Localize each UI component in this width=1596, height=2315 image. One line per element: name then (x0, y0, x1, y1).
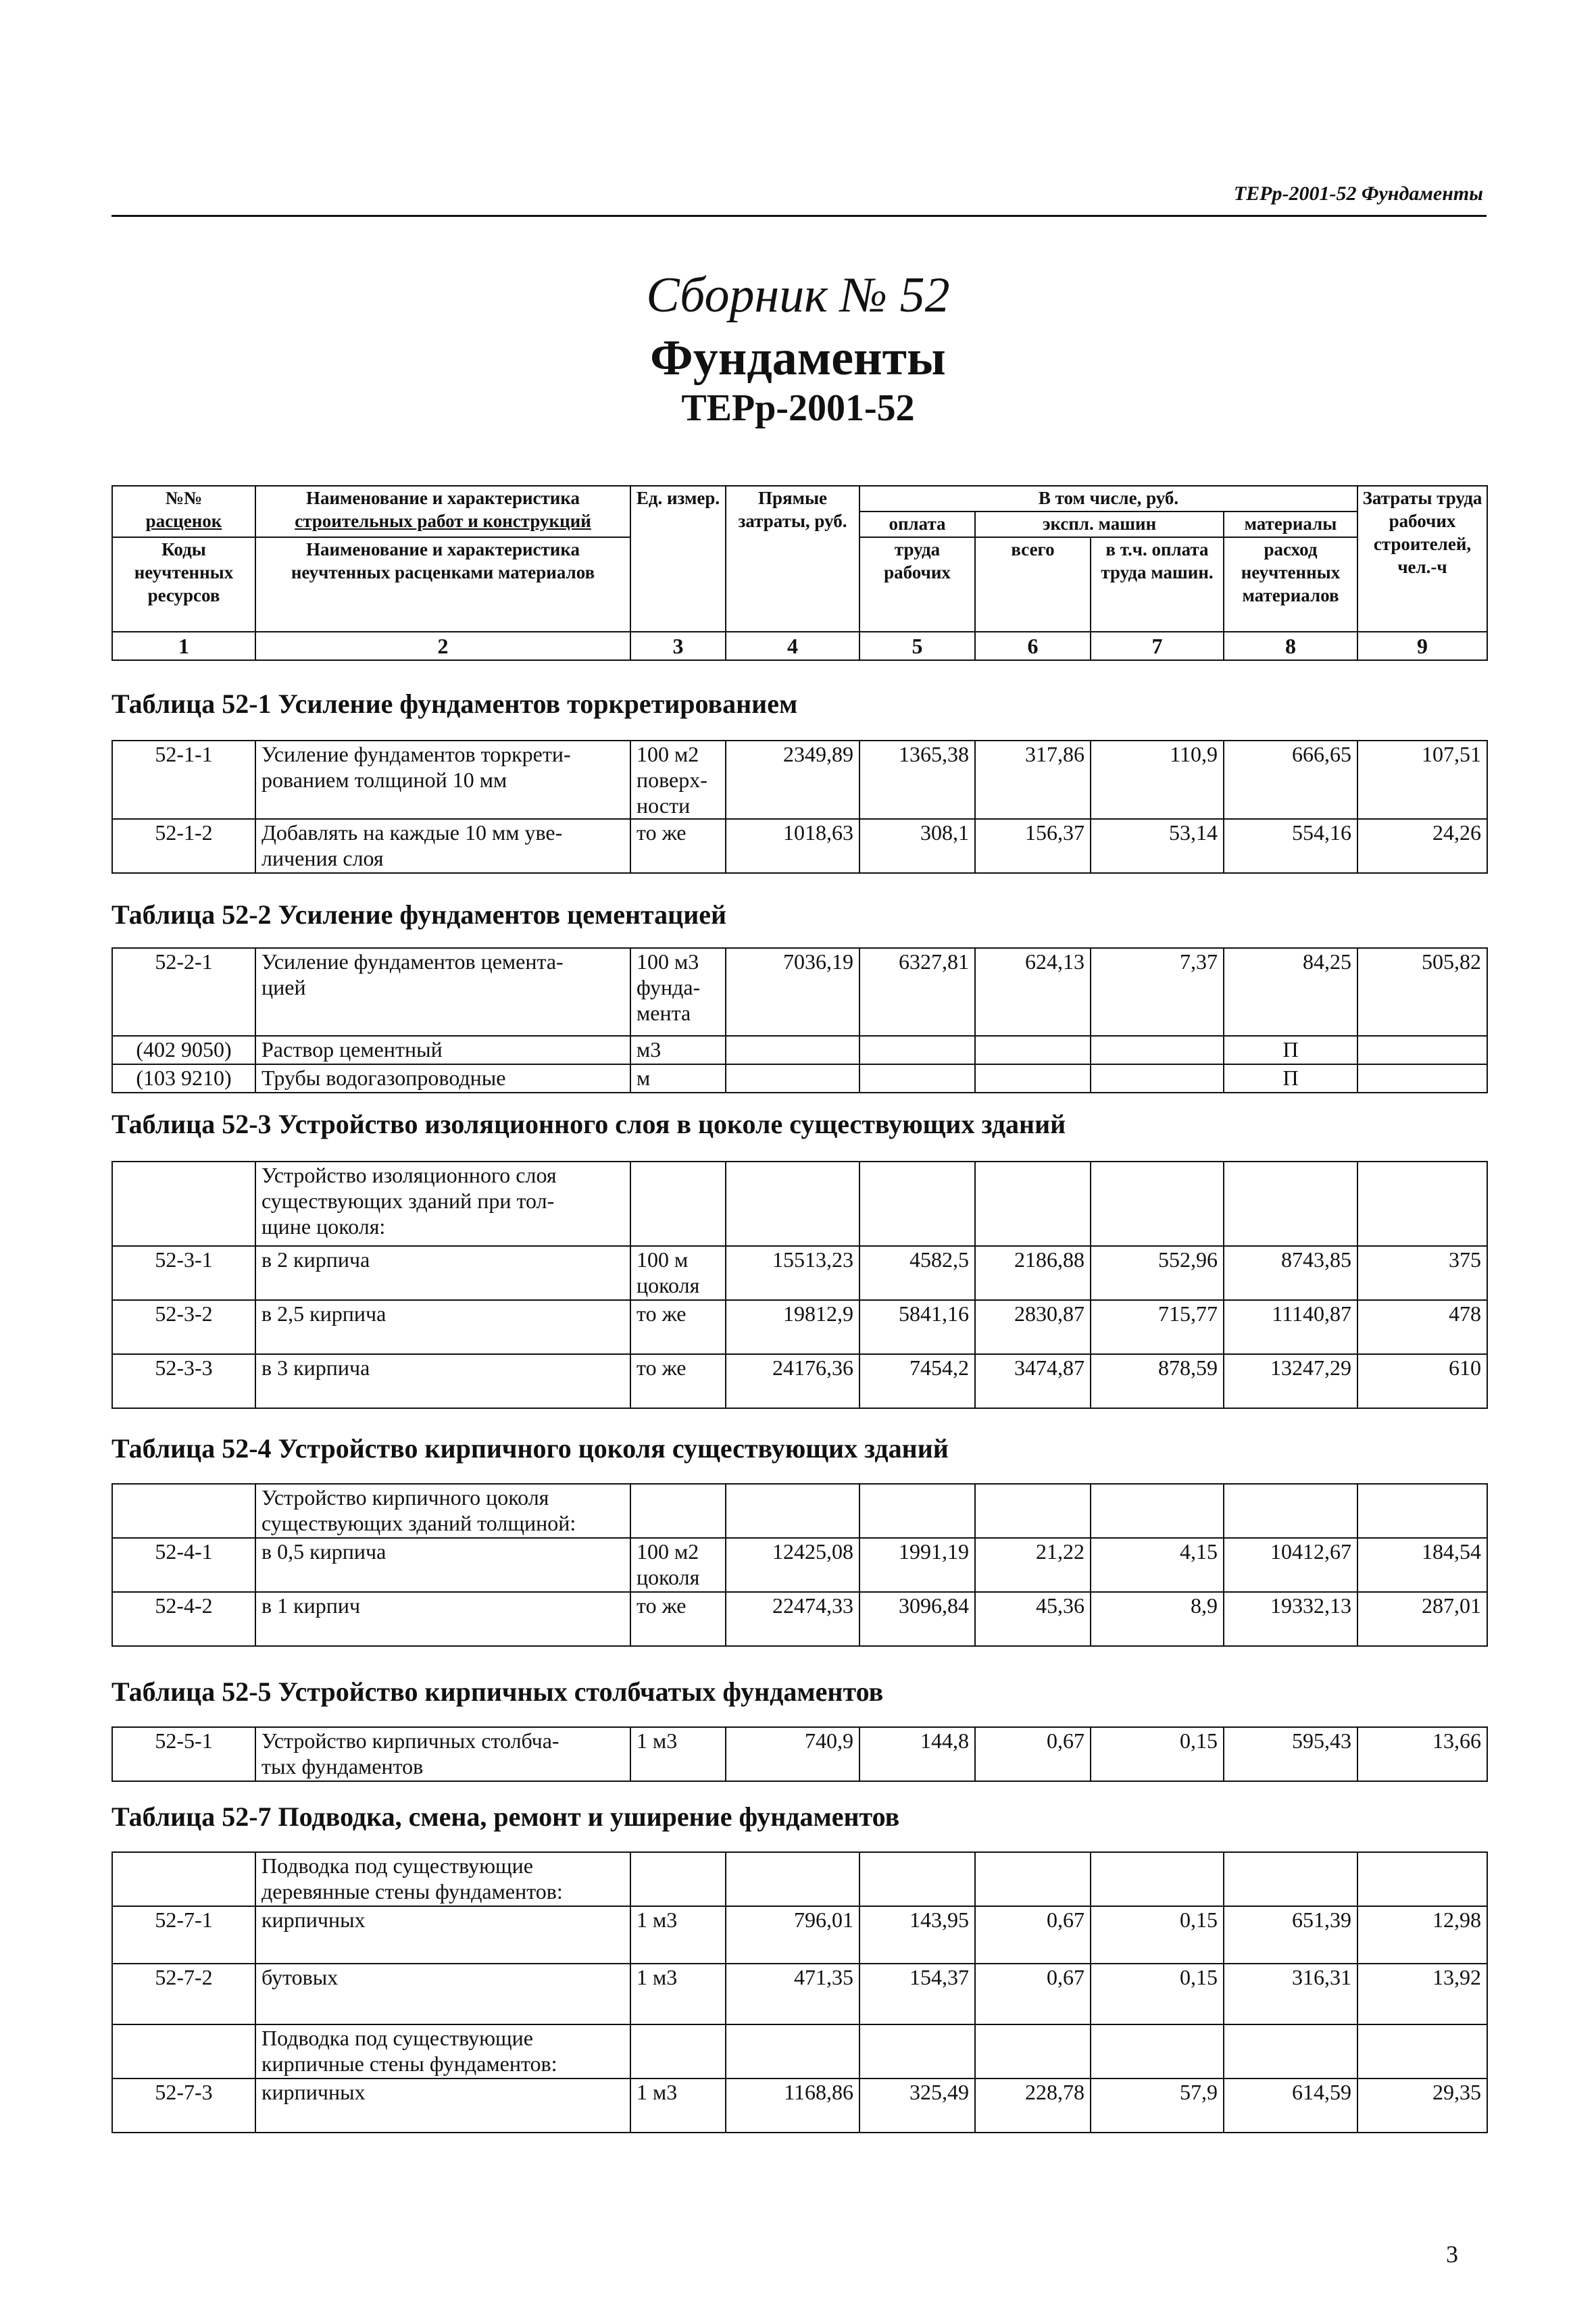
header-code: №№ расценок (112, 486, 255, 537)
labor-hours-cell: 13,92 (1357, 1964, 1487, 2024)
unit-of-measure-cell (630, 1852, 726, 1906)
machines-labor-cell: 57,9 (1091, 2078, 1224, 2133)
direct-costs-cell: 740,9 (726, 1727, 859, 1781)
rate-code-cell: 52-4-2 (112, 1592, 255, 1646)
header-labor-pay: оплата (859, 512, 975, 537)
materials-cell: П (1224, 1036, 1357, 1064)
rate-table (111, 1726, 1488, 1782)
materials-cell: 595,43 (1224, 1727, 1357, 1781)
labor-pay-cell (859, 1852, 975, 1906)
running-head: ТЕРр-2001-52 Фундаменты (1233, 182, 1483, 205)
collection-subject: Фундаменты (650, 330, 946, 386)
direct-costs-cell: 1168,86 (726, 2078, 859, 2133)
header-machines-labor: в т.ч. оплата труда машин. (1091, 537, 1224, 632)
column-number: 3 (630, 632, 726, 660)
materials-cell (1224, 1162, 1357, 1246)
column-number: 9 (1357, 632, 1487, 660)
labor-hours-cell: 13,66 (1357, 1727, 1487, 1781)
labor-hours-cell (1357, 2024, 1487, 2078)
table-caption: Таблица 52-4 Устройство кирпичного цоколя существующих зданий (111, 1433, 949, 1464)
rate-code-cell (112, 1484, 255, 1538)
materials-cell: 13247,29 (1224, 1354, 1357, 1408)
labor-pay-cell: 143,95 (859, 1906, 975, 1964)
rate-table (111, 740, 1488, 874)
column-number: 7 (1091, 632, 1224, 660)
column-number: 4 (726, 632, 859, 660)
table-caption: Таблица 52-3 Устройство изоляционного слоя в цоколе существующих зданий (111, 1109, 1066, 1139)
rate-code-cell: 52-5-1 (112, 1727, 255, 1781)
unit-of-measure-cell: м (630, 1064, 726, 1093)
page-number: 3 (1446, 2241, 1458, 2268)
rate-code-cell: 52-1-2 (112, 819, 255, 873)
direct-costs-cell: 22474,33 (726, 1592, 859, 1646)
direct-costs-cell (726, 2024, 859, 2078)
labor-pay-cell: 325,49 (859, 2078, 975, 2133)
machines-total-cell: 228,78 (975, 2078, 1091, 2133)
materials-cell (1224, 1852, 1357, 1906)
materials-cell: 84,25 (1224, 948, 1357, 1036)
work-name-cell: Подводка под существующие деревянные стены фундаментов: (255, 1852, 630, 1906)
direct-costs-cell: 1018,63 (726, 819, 859, 873)
header-machines-total: всего (975, 537, 1091, 632)
labor-hours-cell: 478 (1357, 1300, 1487, 1354)
table-row (112, 1246, 1487, 1300)
materials-cell (1224, 2024, 1357, 2078)
rate-code-cell: 52-7-3 (112, 2078, 255, 2133)
machines-total-cell (975, 1064, 1091, 1093)
unit-of-measure-cell: 100 м3 фунда- мента (630, 948, 726, 1036)
labor-hours-cell: 505,82 (1357, 948, 1487, 1036)
header-labor-pay-workers: труда рабочих (859, 537, 975, 632)
work-name-cell: Усиление фундаментов торкрети- рованием толщиной 10 мм (255, 741, 630, 819)
table-row (112, 1538, 1487, 1592)
direct-costs-cell: 19812,9 (726, 1300, 859, 1354)
unit-of-measure-cell (630, 1162, 726, 1246)
column-number: 2 (255, 632, 630, 660)
rate-code-cell: 52-4-1 (112, 1538, 255, 1592)
direct-costs-cell: 24176,36 (726, 1354, 859, 1408)
rate-code-cell: 52-2-1 (112, 948, 255, 1036)
materials-cell: П (1224, 1064, 1357, 1093)
header-name: Наименование и характеристика строительных работ и конструкций (255, 486, 630, 537)
labor-hours-cell: 610 (1357, 1354, 1487, 1408)
work-name-cell: в 0,5 кирпича (255, 1538, 630, 1592)
machines-labor-cell: 4,15 (1091, 1538, 1224, 1592)
unit-of-measure-cell: то же (630, 1592, 726, 1646)
machines-total-cell: 624,13 (975, 948, 1091, 1036)
header-materials-usage: расход неучтенных материалов (1224, 537, 1357, 632)
table-row (112, 1064, 1487, 1093)
collection-code: ТЕРр-2001-52 (681, 387, 915, 429)
header-materials: материалы (1224, 512, 1357, 537)
labor-hours-cell (1357, 1064, 1487, 1093)
labor-hours-cell: 24,26 (1357, 819, 1487, 873)
rate-code-cell (112, 1852, 255, 1906)
table-caption: Таблица 52-2 Усиление фундаментов цементацией (111, 899, 727, 930)
labor-pay-cell: 5841,16 (859, 1300, 975, 1354)
machines-total-cell: 3474,87 (975, 1354, 1091, 1408)
table-row (112, 1727, 1487, 1781)
table-row (112, 1354, 1487, 1408)
labor-pay-cell: 154,37 (859, 1964, 975, 2024)
labor-hours-cell: 287,01 (1357, 1592, 1487, 1646)
materials-cell: 666,65 (1224, 741, 1357, 819)
labor-hours-cell: 107,51 (1357, 741, 1487, 819)
machines-total-cell (975, 1484, 1091, 1538)
work-name-cell: Устройство кирпичных столбча- тых фундаментов (255, 1727, 630, 1781)
labor-pay-cell (859, 1162, 975, 1246)
labor-hours-cell: 29,35 (1357, 2078, 1487, 2133)
work-name-cell: Трубы водогазопроводные (255, 1064, 630, 1093)
unit-of-measure-cell: 1 м3 (630, 2078, 726, 2133)
header-material-names: Наименование и характеристика неучтенных расценками материалов (255, 537, 630, 632)
materials-cell: 8743,85 (1224, 1246, 1357, 1300)
machines-total-cell (975, 1036, 1091, 1064)
direct-costs-cell (726, 1162, 859, 1246)
rate-table (111, 1161, 1488, 1409)
table-row (112, 819, 1487, 873)
labor-hours-cell: 184,54 (1357, 1538, 1487, 1592)
work-name-cell: в 2,5 кирпича (255, 1300, 630, 1354)
labor-pay-cell: 1365,38 (859, 741, 975, 819)
table-row (112, 1592, 1487, 1646)
unit-of-measure-cell: 100 м2 цоколя (630, 1538, 726, 1592)
table-row (112, 741, 1487, 819)
collection-title: Сборник № 52 (646, 268, 950, 323)
header-labor-hours: Затраты труда рабочих строителей, чел.-ч (1357, 486, 1487, 632)
work-name-cell: в 2 кирпича (255, 1246, 630, 1300)
labor-hours-cell (1357, 1162, 1487, 1246)
work-name-cell: Раствор цементный (255, 1036, 630, 1064)
header-direct-costs: Прямые затраты, руб. (726, 486, 859, 632)
rate-code-cell: 52-3-2 (112, 1300, 255, 1354)
unit-of-measure-cell: 1 м3 (630, 1964, 726, 2024)
work-name-cell: Устройство изоляционного слоя существующих зданий при тол- щине цоколя: (255, 1162, 630, 1246)
direct-costs-cell (726, 1852, 859, 1906)
materials-cell (1224, 1484, 1357, 1538)
direct-costs-cell (726, 1484, 859, 1538)
rate-code-cell: 52-3-3 (112, 1354, 255, 1408)
labor-pay-cell: 1991,19 (859, 1538, 975, 1592)
materials-cell: 316,31 (1224, 1964, 1357, 2024)
table-row (112, 1300, 1487, 1354)
machines-labor-cell: 878,59 (1091, 1354, 1224, 1408)
header-rule (111, 215, 1487, 217)
materials-cell: 554,16 (1224, 819, 1357, 873)
table-row (112, 2024, 1487, 2078)
rate-code-cell: 52-7-1 (112, 1906, 255, 1964)
table-row (112, 1964, 1487, 2024)
machines-total-cell: 0,67 (975, 1906, 1091, 1964)
labor-hours-cell (1357, 1852, 1487, 1906)
labor-pay-cell: 308,1 (859, 819, 975, 873)
work-name-cell: бутовых (255, 1964, 630, 2024)
machines-total-cell: 156,37 (975, 819, 1091, 873)
labor-pay-cell (859, 1036, 975, 1064)
machines-labor-cell: 0,15 (1091, 1906, 1224, 1964)
machines-total-cell: 317,86 (975, 741, 1091, 819)
machines-total-cell: 0,67 (975, 1964, 1091, 2024)
rate-code-cell: 52-7-2 (112, 1964, 255, 2024)
unit-of-measure-cell: 100 м2 поверх- ности (630, 741, 726, 819)
machines-total-cell (975, 2024, 1091, 2078)
table-row (112, 1484, 1487, 1538)
labor-pay-cell: 3096,84 (859, 1592, 975, 1646)
machines-total-cell: 21,22 (975, 1538, 1091, 1592)
machines-labor-cell: 0,15 (1091, 1727, 1224, 1781)
table-row (112, 2078, 1487, 2133)
header-resource-codes: Коды неучтенных ресурсов (112, 537, 255, 632)
machines-total-cell: 2830,87 (975, 1300, 1091, 1354)
rate-code-cell: (402 9050) (112, 1036, 255, 1064)
direct-costs-cell: 12425,08 (726, 1538, 859, 1592)
direct-costs-cell (726, 1064, 859, 1093)
rate-table (111, 1483, 1488, 1647)
table-row (112, 1162, 1487, 1246)
machines-total-cell (975, 1852, 1091, 1906)
unit-of-measure-cell: то же (630, 1300, 726, 1354)
rate-code-cell: (103 9210) (112, 1064, 255, 1093)
materials-cell: 651,39 (1224, 1906, 1357, 1964)
machines-labor-cell: 53,14 (1091, 819, 1224, 873)
machines-labor-cell (1091, 1036, 1224, 1064)
work-name-cell: кирпичных (255, 2078, 630, 2133)
rate-table (111, 947, 1488, 1093)
machines-labor-cell (1091, 2024, 1224, 2078)
machines-labor-cell (1091, 1162, 1224, 1246)
machines-labor-cell: 7,37 (1091, 948, 1224, 1036)
header-machines: экспл. машин (975, 512, 1224, 537)
machines-labor-cell: 715,77 (1091, 1300, 1224, 1354)
unit-of-measure-cell (630, 1484, 726, 1538)
rate-code-cell (112, 1162, 255, 1246)
machines-labor-cell (1091, 1064, 1224, 1093)
labor-pay-cell (859, 2024, 975, 2078)
direct-costs-cell: 7036,19 (726, 948, 859, 1036)
rate-table (111, 1851, 1488, 2133)
materials-cell: 19332,13 (1224, 1592, 1357, 1646)
direct-costs-cell (726, 1036, 859, 1064)
labor-hours-cell: 12,98 (1357, 1906, 1487, 1964)
table-caption: Таблица 52-5 Устройство кирпичных столбчатых фундаментов (111, 1676, 884, 1707)
rate-code-cell: 52-3-1 (112, 1246, 255, 1300)
unit-of-measure-cell: 1 м3 (630, 1906, 726, 1964)
labor-hours-cell (1357, 1484, 1487, 1538)
labor-hours-cell (1357, 1036, 1487, 1064)
labor-pay-cell: 7454,2 (859, 1354, 975, 1408)
machines-labor-cell (1091, 1484, 1224, 1538)
materials-cell: 11140,87 (1224, 1300, 1357, 1354)
machines-labor-cell: 552,96 (1091, 1246, 1224, 1300)
unit-of-measure-cell: то же (630, 819, 726, 873)
labor-hours-cell: 375 (1357, 1246, 1487, 1300)
work-name-cell: Устройство кирпичного цоколя существующих зданий толщиной: (255, 1484, 630, 1538)
unit-of-measure-cell: 1 м3 (630, 1727, 726, 1781)
labor-pay-cell: 6327,81 (859, 948, 975, 1036)
direct-costs-cell: 2349,89 (726, 741, 859, 819)
unit-of-measure-cell: 100 м цоколя (630, 1246, 726, 1300)
table-row (112, 948, 1487, 1036)
table-caption: Таблица 52-7 Подводка, смена, ремонт и уширение фундаментов (111, 1801, 900, 1832)
rate-code-cell: 52-1-1 (112, 741, 255, 819)
machines-labor-cell: 0,15 (1091, 1964, 1224, 2024)
unit-of-measure-cell: м3 (630, 1036, 726, 1064)
materials-cell: 614,59 (1224, 2078, 1357, 2133)
labor-pay-cell: 144,8 (859, 1727, 975, 1781)
direct-costs-cell: 796,01 (726, 1906, 859, 1964)
work-name-cell: Усиление фундаментов цемента- цией (255, 948, 630, 1036)
labor-pay-cell: 4582,5 (859, 1246, 975, 1300)
column-number: 8 (1224, 632, 1357, 660)
work-name-cell: Подводка под существующие кирпичные стены фундаментов: (255, 2024, 630, 2078)
machines-total-cell: 2186,88 (975, 1246, 1091, 1300)
labor-pay-cell (859, 1064, 975, 1093)
direct-costs-cell: 15513,23 (726, 1246, 859, 1300)
work-name-cell: в 3 кирпича (255, 1354, 630, 1408)
table-row (112, 1906, 1487, 1964)
machines-labor-cell (1091, 1852, 1224, 1906)
table-caption: Таблица 52-1 Усиление фундаментов торкретированием (111, 689, 798, 719)
rate-code-cell (112, 2024, 255, 2078)
labor-pay-cell (859, 1484, 975, 1538)
machines-labor-cell: 110,9 (1091, 741, 1224, 819)
unit-of-measure-cell: то же (630, 1354, 726, 1408)
table-row (112, 1036, 1487, 1064)
work-name-cell: кирпичных (255, 1906, 630, 1964)
materials-cell: 10412,67 (1224, 1538, 1357, 1592)
machines-labor-cell: 8,9 (1091, 1592, 1224, 1646)
column-number: 6 (975, 632, 1091, 660)
machines-total-cell: 45,36 (975, 1592, 1091, 1646)
table-row (112, 1852, 1487, 1906)
header-unit: Ед. измер. (630, 486, 726, 632)
column-header-table (111, 485, 1488, 661)
unit-of-measure-cell (630, 2024, 726, 2078)
column-number: 1 (112, 632, 255, 660)
machines-total-cell: 0,67 (975, 1727, 1091, 1781)
column-number: 5 (859, 632, 975, 660)
header-including-group: В том числе, руб. (859, 486, 1357, 512)
direct-costs-cell: 471,35 (726, 1964, 859, 2024)
work-name-cell: в 1 кирпич (255, 1592, 630, 1646)
machines-total-cell (975, 1162, 1091, 1246)
work-name-cell: Добавлять на каждые 10 мм уве- личения слоя (255, 819, 630, 873)
